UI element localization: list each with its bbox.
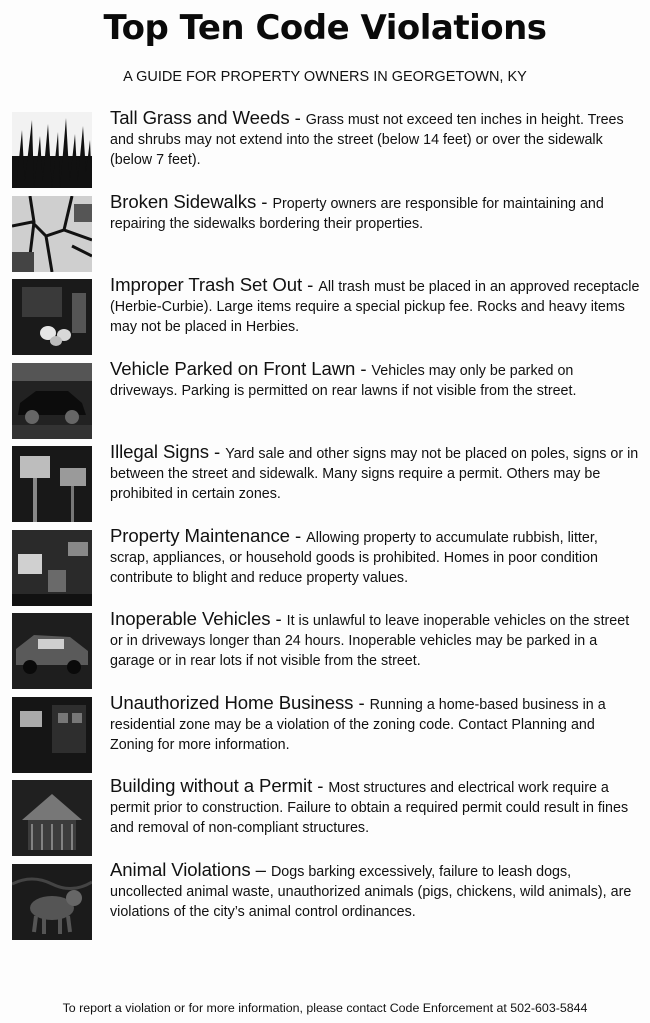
violation-heading: Building without a Permit (110, 775, 313, 796)
violation-description: It is unlawful to leave inoperable vehicles on the street or in driveways longer than 24 hours. Inoperable vehicles may be parked in a garage or in rear lots if not visible from the street. (110, 613, 630, 669)
violation-item (12, 442, 638, 526)
violation-item (12, 609, 638, 693)
violation-description: Vehicles may only be parked on driveways. Parking is permitted on rear lawns if not visible from the street. (110, 362, 577, 399)
violation-text: Improper Trash Set Out - All trash must be placed in an approved receptacle (Herbie-Curbie). Large items require a special pickup fee. Rocks and heavy items may not be placed in Herbies. (110, 274, 640, 335)
violation-text: Inoperable Vehicles - It is unlawful to leave inoperable vehicles on the street or in driveways longer than 24 hours. Inoperable vehicles may be parked in a garage or in rear lots if not visible from the street. (110, 608, 630, 669)
broken-sidewalk-photo (12, 196, 92, 272)
page-subtitle: A GUIDE FOR PROPERTY OWNERS IN GEORGETOWN, KY (123, 69, 527, 85)
violation-heading: Animal Violations (110, 858, 251, 880)
violation-text: Unauthorized Home Business - Running a home-based business in a residential zone may be a violation of the zoning code. Contact Planning and Zoning for more information. (110, 691, 606, 753)
violation-item (12, 860, 638, 944)
violation-description: Grass must not exceed ten inches in height. Trees and shrubs may not extend into the street (below 14 feet) or over the sidewalk (below 7 feet). (110, 112, 624, 168)
violation-text: Vehicle Parked on Front Lawn - Vehicles may only be parked on driveways. Parking is permitted on rear lawns if not visible from the street. (110, 357, 577, 399)
violation-heading: Inoperable Vehicles (110, 608, 271, 629)
animal-photo (12, 864, 92, 940)
lawn-vehicle-photo (12, 363, 92, 439)
violation-text: Building without a Permit - Most structures and electrical work require a permit prior to construction. Failure to obtain a required permit could result in fines and removal of non-compliant structures. (110, 775, 629, 836)
violation-heading: Property Maintenance (110, 524, 290, 546)
violation-text: Broken Sidewalks - Property owners are responsible for maintaining and repairing the sidewalks bordering their properties. (110, 190, 604, 232)
violation-description: Allowing property to accumulate rubbish, litter, scrap, appliances, or household goods is prohibited. Homes in poor condition contribute to blight and reduce property values. (110, 529, 598, 586)
trash-photo (12, 279, 92, 355)
violation-description: Most structures and electrical work require a permit prior to construction. Failure to obtain a required permit could result in fines and removal of non-compliant structures. (110, 780, 629, 836)
violation-heading: Illegal Signs (110, 441, 209, 462)
violation-heading: Vehicle Parked on Front Lawn (110, 357, 356, 379)
signs-photo (12, 446, 92, 522)
violation-item (12, 275, 638, 359)
violation-item (12, 359, 638, 443)
contact-footer: To report a violation or for more information, please contact Code Enforcement at 502-603-5844 (62, 1001, 588, 1015)
violation-heading: Broken Sidewalks (110, 190, 257, 212)
violations-list (12, 108, 638, 943)
home-business-photo (12, 697, 92, 773)
violation-item (12, 526, 638, 610)
violation-heading: Tall Grass and Weeds (110, 107, 290, 128)
violation-item (12, 108, 638, 192)
violation-item (12, 693, 638, 777)
violation-description: All trash must be placed in an approved receptacle (Herbie-Curbie). Large items require a special pickup fee. Rocks and heavy items may not be placed in Herbies. (110, 279, 640, 335)
tall-grass-photo (12, 112, 92, 188)
violation-description: Yard sale and other signs may not be placed on poles, signs or in between the street and sidewalk. Many signs require a permit. Others may be prohibited in certain zones. (110, 446, 639, 502)
violation-text: Animal Violations – Dogs barking excessively, failure to leash dogs, uncollected animal waste, unauthorized animals (pigs, chickens, wild animals), are violations of the city’s animal control ordinances. (110, 858, 632, 920)
violation-text: Tall Grass and Weeds - Grass must not exceed ten inches in height. Trees and shrubs may not extend into the street (below 14 feet) or over the sidewalk (below 7 feet). (110, 107, 624, 168)
violation-heading: Improper Trash Set Out (110, 274, 303, 295)
page-title: Top Ten Code Violations (103, 8, 547, 48)
violation-text: Illegal Signs - Yard sale and other signs may not be placed on poles, signs or in between the street and sidewalk. Many signs require a permit. Others may be prohibited in certain zones. (110, 441, 639, 502)
violation-description: Running a home-based business in a residential zone may be a violation of the zoning code. Contact Planning and Zoning for more information. (110, 696, 606, 753)
violation-description: Dogs barking excessively, failure to leash dogs, uncollected animal waste, unauthorized animals (pigs, chickens, wild animals), are violations of the city’s animal control ordinances. (110, 863, 632, 920)
violation-description: Property owners are responsible for maintaining and repairing the sidewalks bordering their properties. (110, 195, 604, 232)
violation-item (12, 192, 638, 276)
violation-text: Property Maintenance - Allowing property to accumulate rubbish, litter, scrap, appliances, or household goods is prohibited. Homes in poor condition contribute to blight and reduce property values. (110, 524, 598, 586)
building-permit-photo (12, 780, 92, 856)
property-maintenance-photo (12, 530, 92, 606)
violation-heading: Unauthorized Home Business (110, 691, 354, 713)
violation-item (12, 776, 638, 860)
inoperable-vehicle-photo (12, 613, 92, 689)
